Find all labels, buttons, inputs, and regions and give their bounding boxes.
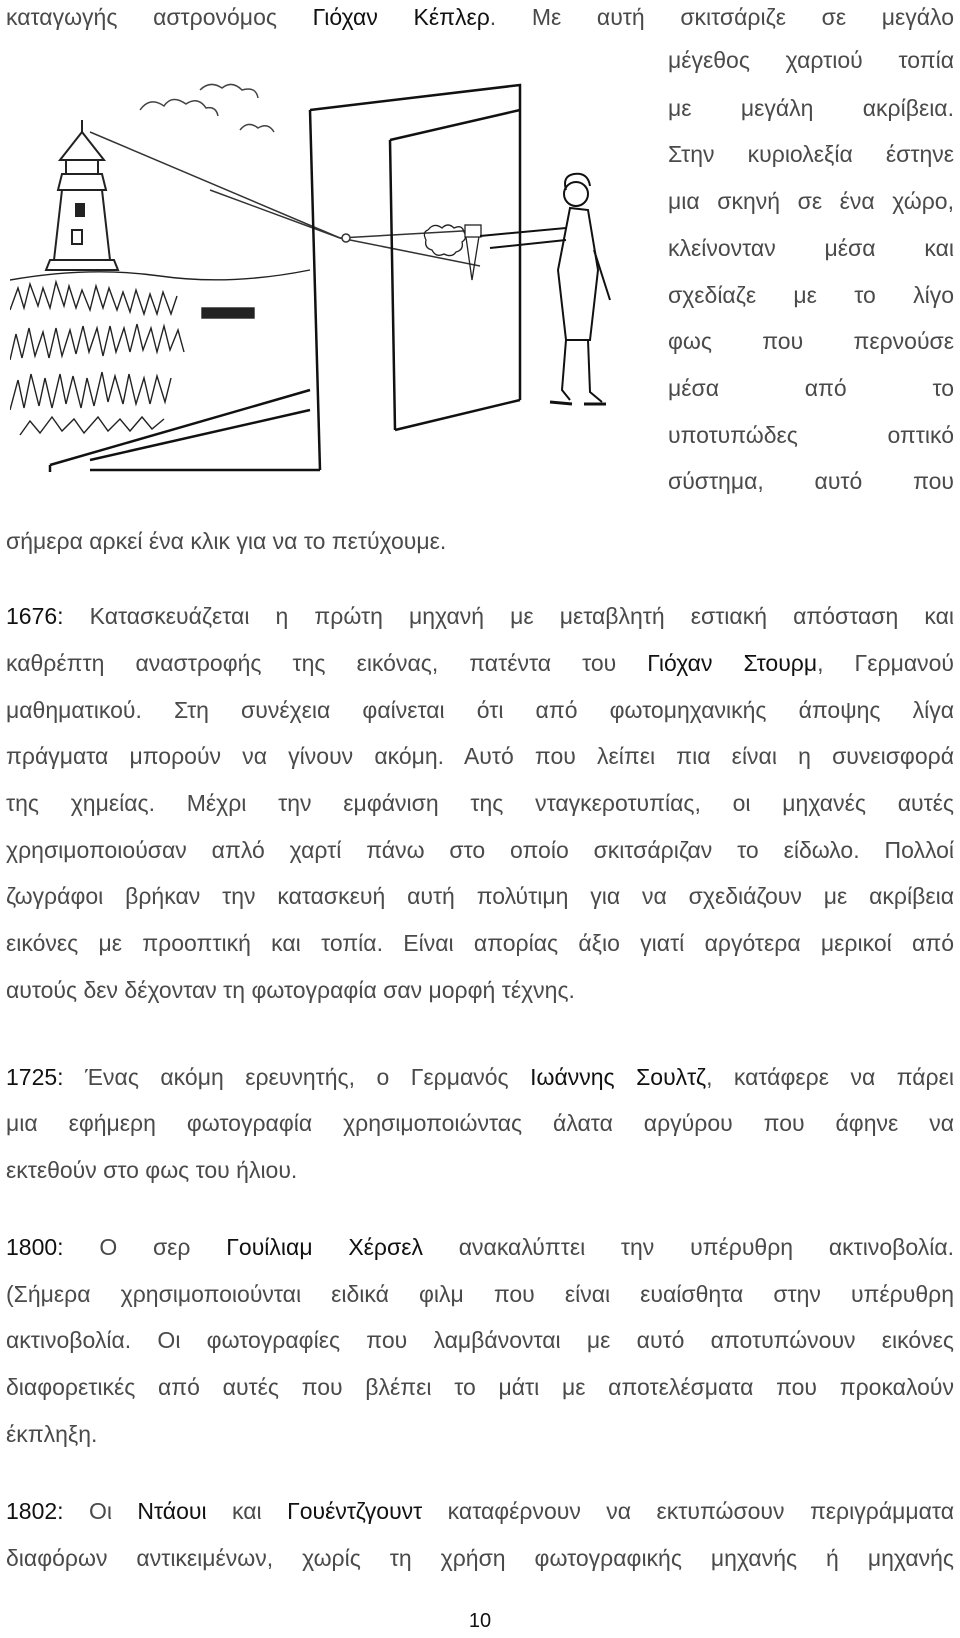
name-davy: Ντάουι <box>137 1498 207 1524</box>
p1676-line: 1676: Κατασκευάζεται η πρώτη μηχανή με μεταβλητή εστιακή απόσταση και <box>6 603 954 629</box>
name-herschel: Γουίλιαμ Χέρσελ <box>226 1234 423 1260</box>
p1676-last-line: αυτούς δεν δέχονταν τη φωτογραφία σαν μορφή τέχνης. <box>6 977 575 1003</box>
p1800-line: (Σήμερα χρησιμοποιούνται ειδικά φιλμ που είναι ευαίσθητα στην υπέρυθρη <box>6 1281 954 1307</box>
p1802-line: διαφόρων αντικειμένων, χωρίς τη χρήση φωτογραφικής μηχανής ή μηχανής <box>6 1545 954 1571</box>
intro-last-line: σήμερα αρκεί ένα κλικ για να το πετύχουμε. <box>6 528 447 554</box>
intro-right-line: φως που περνούσε <box>668 328 954 354</box>
intro-right-line: μέγεθος χαρτιού τοπία <box>668 47 954 73</box>
p1676-line: καθρέπτη αναστροφής της εικόνας, πατέντα του Γιόχαν Στουρμ, Γερμανού <box>6 650 954 676</box>
man-figure-drawing <box>480 174 610 404</box>
intro-right-line: υποτυπώδες οπτικό <box>668 422 954 448</box>
camera-obscura-illustration <box>10 70 634 490</box>
name-wedgwood: Γουέντζγουντ <box>287 1498 423 1524</box>
year-1800: 1800: <box>6 1234 64 1260</box>
intro-right-line: μια σκηνή σε ένα χώρο, <box>668 188 954 214</box>
grass-landscape-drawing <box>10 270 310 435</box>
p1800-line: 1800: Ο σερ Γουίλιαμ Χέρσελ ανακαλύπτει την υπέρυθρη ακτινοβολία. <box>6 1234 955 1260</box>
lighthouse-drawing <box>46 120 118 270</box>
p1676-line: μαθηματικού. Στη συνέχεια φαίνεται ότι από φωτομηχανικής άποψης λίγα <box>6 697 954 723</box>
name-kepler: Γιόχαν Κέπλερ <box>312 4 490 30</box>
year-1802: 1802: <box>6 1498 64 1524</box>
year-1676: 1676: <box>6 603 64 629</box>
p1802-line: 1802: Οι Ντάουι και Γουέντζγουντ καταφέρνουν να εκτυπώσουν περιγράμματα <box>6 1498 954 1524</box>
p1725-last-line: εκτεθούν στο φως του ήλιου. <box>6 1157 298 1183</box>
p1676-line: πράγματα μπορούν να γίνουν ακόμη. Αυτό που λείπει πια είναι η συνεισφορά <box>6 743 954 769</box>
intro-right-line: σχεδίαζε με το λίγο <box>668 282 954 308</box>
name-sturm: Γιόχαν Στουρμ <box>647 650 818 676</box>
p1676-line: ζωγράφοι βρήκαν την κατασκευή αυτή πολύτιμη για να σχεδιάζουν με ακρίβεια <box>6 883 954 909</box>
intro-right-line: σύστημα, αυτό που <box>668 468 954 494</box>
p1800-last-line: έκπληξη. <box>6 1421 98 1447</box>
p1676-line: εικόνες με προοπτική και τοπία. Είναι απορίας άξιο γιατί αργότερα μερικοί από <box>6 930 954 956</box>
intro-right-line: Στην κυριολεξία έστηνε <box>668 141 954 167</box>
page-number: 10 <box>468 1610 492 1632</box>
cloud-drawing <box>140 84 274 132</box>
p1800-line: διαφορετικές από αυτές που βλέπει το μάτι με αποτελέσματα που προκαλούν <box>6 1374 954 1400</box>
wall-and-screen-drawing <box>50 85 520 472</box>
p1676-line: της χημείας. Μέχρι την εμφάνιση της νταγκεροτυπίας, οι μηχανές αυτές <box>6 790 954 816</box>
year-1725: 1725: <box>6 1064 64 1090</box>
intro-top-line: καταγωγής αστρονόμος Γιόχαν Κέπλερ. Με αυτή σκιτσάριζε σε μεγάλο <box>6 4 954 30</box>
p1725-line: μια εφήμερη φωτογραφία χρησιμοποιώντας άλατα αργύρου που άφηνε να <box>6 1110 954 1136</box>
intro-right-line: με μεγάλη ακρίβεια. <box>668 95 954 121</box>
name-schulze: Ιωάννης Σουλτζ <box>530 1064 707 1090</box>
light-ray-lines <box>90 132 480 266</box>
intro-right-line: μέσα από το <box>668 375 954 401</box>
intro-right-line: κλείνονταν μέσα και <box>668 235 954 261</box>
p1725-line: 1725: Ένας ακόμη ερευνητής, ο Γερμανός Ιωάννης Σουλτζ, κατάφερε να πάρει <box>6 1064 954 1090</box>
p1800-line: ακτινοβολία. Οι φωτογραφίες που λαμβάνονται με αυτό αποτυπώνουν εικόνες <box>6 1327 954 1353</box>
p1676-line: χρησιμοποιούσαν απλό χαρτί πάνω στο οποίο σκιτσάριζαν το είδωλο. Πολλοί <box>6 837 954 863</box>
